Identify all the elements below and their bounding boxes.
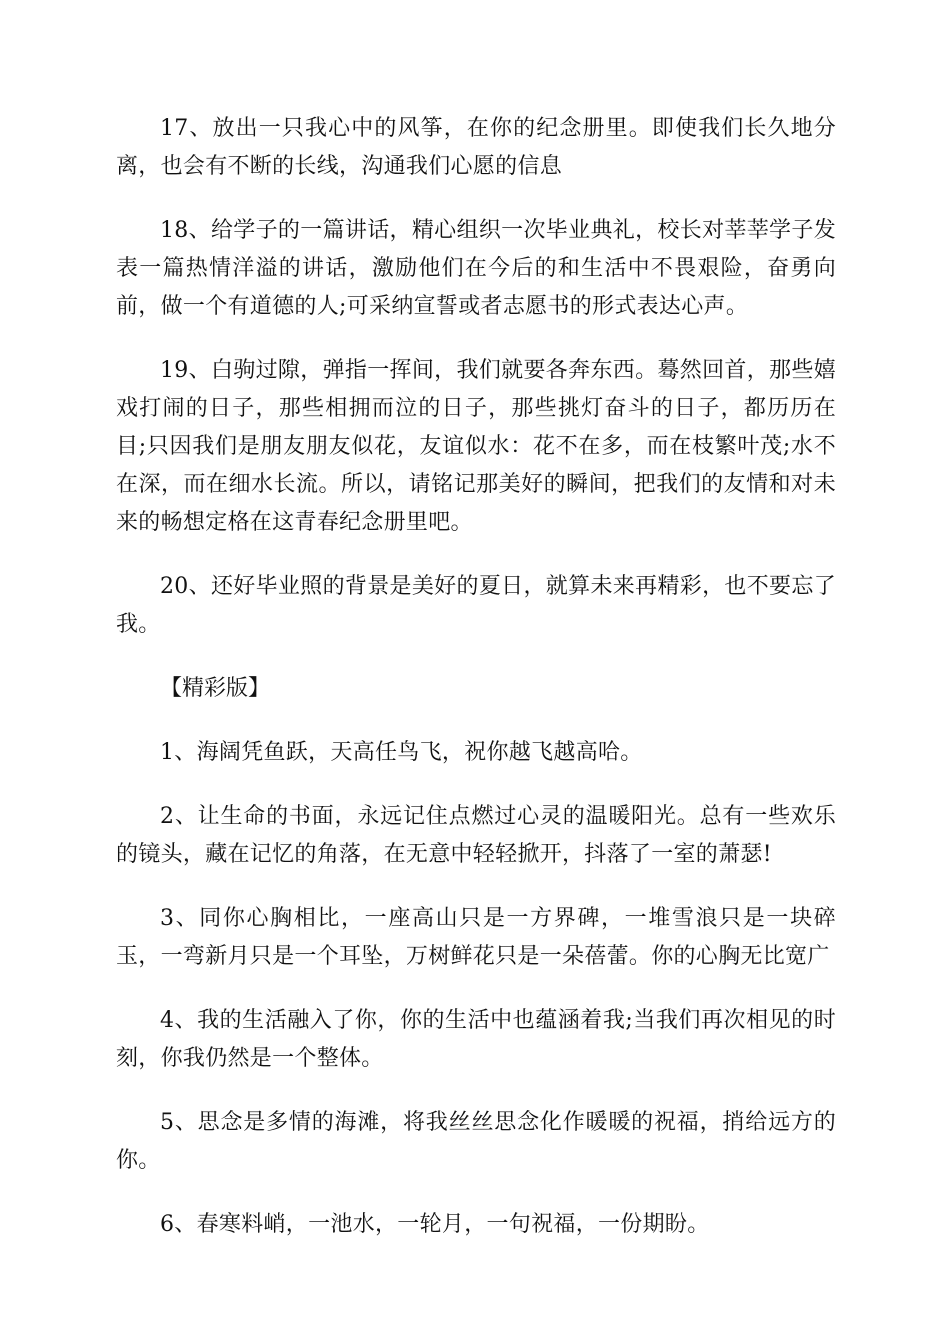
paragraph-17: 17、放出一只我心中的风筝，在你的纪念册里。即使我们长久地分离，也会有不断的长线，沟通我们心愿的信息	[116, 116, 836, 179]
paragraph-2: 2、让生命的书面，永远记住点燃过心灵的温暖阳光。总有一些欢乐的镜头，藏在记忆的角落，在无意中轻轻掀开，抖落了一室的萧瑟!	[116, 804, 836, 867]
paragraph-5: 5、思念是多情的海滩，将我丝丝思念化作暖暖的祝福，捎给远方的你。	[116, 1110, 836, 1173]
document-body	[116, 110, 836, 1270]
paragraph-3: 3、同你心胸相比，一座高山只是一方界碑，一堆雪浪只是一块碎玉，一弯新月只是一个耳坠，万树鲜花只是一朵蓓蕾。你的心胸无比宽广	[116, 906, 836, 969]
paragraph-1: 1、海阔凭鱼跃，天高任鸟飞，祝你越飞越高哈。	[160, 740, 643, 765]
paragraph-20: 20、还好毕业照的背景是美好的夏日，就算未来再精彩，也不要忘了我。	[116, 574, 836, 637]
section-heading: 【精彩版】	[160, 676, 271, 701]
paragraph-4: 4、我的生活融入了你，你的生活中也蕴涵着我;当我们再次相见的时刻，你我仍然是一个整体。	[116, 1008, 836, 1071]
paragraph-6: 6、春寒料峭，一池水，一轮月，一句祝福，一份期盼。	[160, 1212, 710, 1237]
paragraph-19: 19、白驹过隙，弹指一挥间，我们就要各奔东西。蓦然回首，那些嬉戏打闹的日子，那些相拥而泣的日子，那些挑灯奋斗的日子，都历历在目;只因我们是朋友朋友似花，友谊似水：花不在多，而在枝繁叶茂;水不在深，而在细水长流。所以，请铭记那美好的瞬间，把我们的友情和对未来的畅想定格在这青春纪念册里吧。	[116, 358, 836, 535]
paragraph-18: 18、给学子的一篇讲话，精心组织一次毕业典礼，校长对莘莘学子发表一篇热情洋溢的讲话，激励他们在今后的和生活中不畏艰险，奋勇向前，做一个有道德的人;可采纳宣誓或者志愿书的形式表达心声。	[116, 218, 836, 319]
